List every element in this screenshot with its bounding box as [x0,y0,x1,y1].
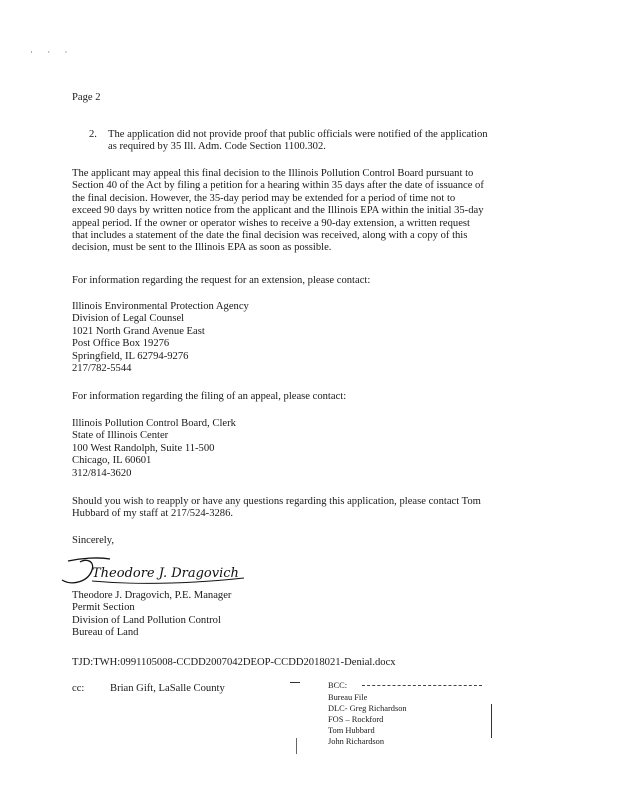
bcc-box [304,680,492,756]
paragraph-line: that includes a statement of the date the final decision was received, along with a copy of this [72,230,468,242]
bcc-item: John Richardson [328,737,385,746]
bcc-item: Tom Hubbard [328,726,375,735]
bcc-list [328,692,407,747]
cc-label: cc: [72,683,85,694]
address-line: 100 West Randolph, Suite 11-500 [72,442,215,454]
scan-specks: · · · [30,47,74,57]
address-line: Illinois Pollution Control Board, Clerk [72,418,236,429]
item-number: 2. [89,129,97,140]
signer-line: Theodore J. Dragovich, P.E. Manager [72,590,232,601]
bcc-item: FOS – Rockford [328,715,384,724]
item-2-text [108,129,548,154]
extension-intro: For information regarding the request for an extension, please contact: [72,275,371,286]
item-2-line: The application did not provide proof that public officials were notified of the application [108,129,488,140]
bcc-bracket-right [491,704,492,738]
cc-value: Brian Gift, LaSalle County [110,683,225,694]
reference-line: TJD:TWH:0991105008-CCDD2007042DEOP-CCDD2018021-Denial.docx [72,657,396,668]
paragraph-line: appeal period. If the owner or operator wishes to receive a 90-day extension, a written request [72,217,470,229]
paragraph-line: Should you wish to reapply or have any questions regarding this application, please contact Tom [72,496,481,507]
address-line: 217/782-5544 [72,363,132,375]
appeal-paragraph [72,168,552,255]
bcc-bracket-top [290,682,300,683]
address-line: Division of Legal Counsel [72,313,185,325]
bcc-item: Bureau File [328,693,368,702]
page-label: Page 2 [72,92,101,103]
signer-line: Division of Land Pollution Control [72,614,221,626]
address-line: Springfield, IL 62794-9276 [72,350,189,362]
bcc-item: DLC- Greg Richardson [328,704,407,713]
address-line: 1021 North Grand Avenue East [72,325,205,337]
epa-address [72,301,552,375]
signer-line: Permit Section [72,602,135,614]
address-line: State of Illinois Center [72,430,169,442]
address-line: 312/814-3620 [72,467,132,479]
bcc-bracket-left [296,738,297,754]
paragraph-line: the final decision. However, the 35-day period may be extended for a period of time not to [72,192,456,204]
bcc-label: BCC: [328,681,348,690]
signer-block [72,590,552,640]
address-line: Chicago, IL 60601 [72,455,152,467]
paragraph-line: exceed 90 days by written notice from the applicant and the Illinois EPA within the initial 35-day [72,205,484,217]
paragraph-line: Hubbard of my staff at 217/524-3286. [72,508,234,520]
signature-text: Theodore J. Dragovich [92,566,239,581]
paragraph-line: decision, must be sent to the Illinois EPA as soon as possible. [72,242,332,254]
signer-line: Bureau of Land [72,627,139,639]
reapply-paragraph [72,496,552,521]
board-address [72,418,552,480]
appeal-intro: For information regarding the filing of an appeal, please contact: [72,391,347,402]
paragraph-line: Section 40 of the Act by filing a petition for a hearing within 35 days after the date of issuance of [72,180,484,192]
address-line: Illinois Environmental Protection Agency [72,301,249,312]
bcc-dashed-rule [362,685,482,686]
item-2-line: as required by 35 Ill. Adm. Code Section 1100.302. [108,141,326,153]
address-line: Post Office Box 19276 [72,338,170,350]
closing: Sincerely, [72,535,114,546]
signature [58,552,248,588]
paragraph-line: The applicant may appeal this final decision to the Illinois Pollution Control Board pursuant to [72,168,474,179]
